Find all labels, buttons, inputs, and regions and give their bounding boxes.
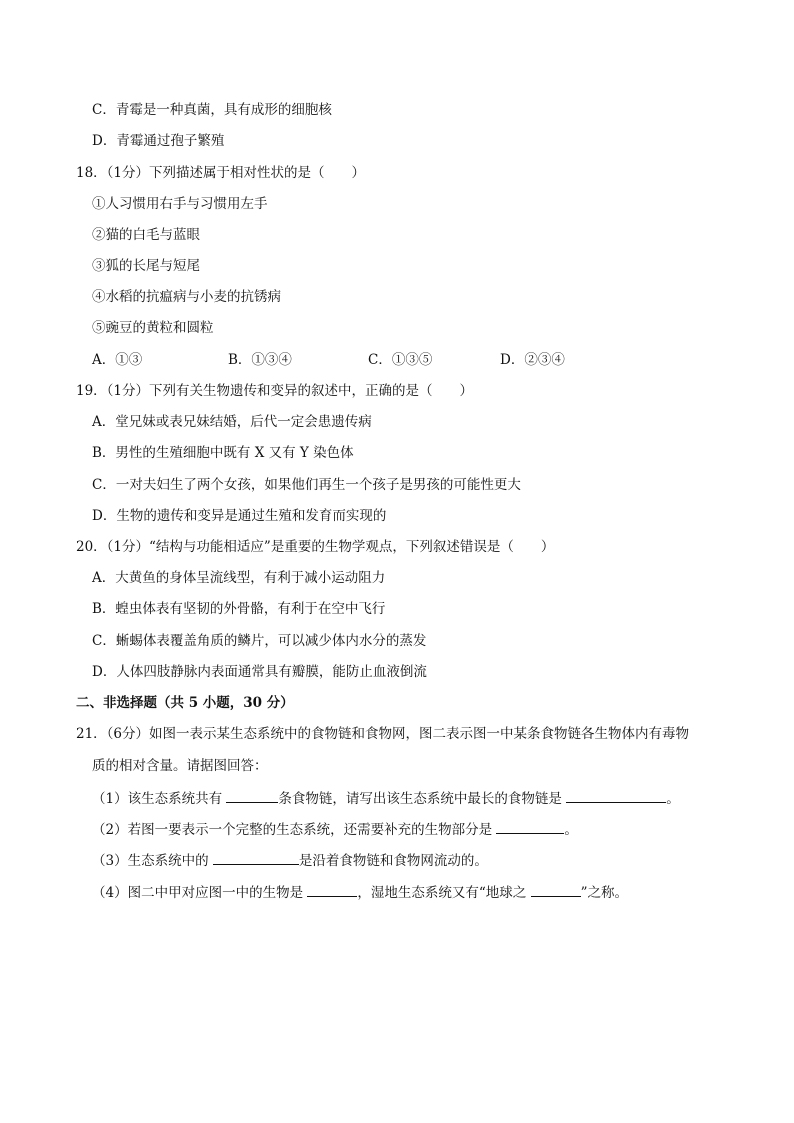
q21-stem-line1: 21．（6分）如图一表示某生态系统中的食物链和食物网，图二表示图一中某条食物链各生物体内有毒物	[76, 726, 690, 742]
q21-part4	[92, 882, 628, 902]
q21-part4-blank-organism[interactable]	[307, 882, 357, 897]
q21-part4-text-b: ，湿地生态系统又有“地球之	[357, 885, 531, 901]
q21-part1	[92, 788, 680, 808]
q17-option-d: D．青霉通过孢子繁殖	[92, 133, 225, 149]
q21-part3-text-a: （3）生态系统中的	[92, 853, 213, 869]
q19-option-d: D．生物的遗传和变异是通过生殖和发育而实现的	[92, 508, 387, 524]
q21-part4-text-a: （4）图二中甲对应图一中的生物是	[92, 885, 308, 901]
q19-stem: 19．（1分）下列有关生物遗传和变异的叙述中，正确的是（ ）	[76, 383, 474, 399]
q21-part4-text-c: ”之称。	[580, 885, 628, 901]
q21-part2-text-b: 。	[564, 822, 578, 838]
q21-part2-text-a: （2）若图一要表示一个完整的生态系统，还需要补充的生物部分是	[92, 822, 497, 838]
q18-item-1: ①人习惯用右手与习惯用左手	[92, 196, 268, 212]
q18-stem: 18．（1分）下列描述属于相对性状的是（ ）	[76, 165, 366, 181]
q20-option-b: B．蝗虫体表有坚韧的外骨骼，有利于在空中飞行	[92, 601, 386, 617]
q21-part3-blank[interactable]	[213, 850, 299, 865]
q21-part1-text-c: 。	[666, 791, 680, 807]
q18-item-2: ②猫的白毛与蓝眼	[92, 227, 200, 243]
q18-item-4: ④水稻的抗瘟病与小麦的抗锈病	[92, 289, 281, 305]
q18-item-3: ③狐的长尾与短尾	[92, 258, 200, 274]
q21-part1-text-b: 条食物链，请写出该生态系统中最长的食物链是	[278, 791, 567, 807]
q20-option-c: C．蜥蜴体表覆盖角质的鳞片，可以减少体内水分的蒸发	[92, 633, 427, 649]
q19-option-c: C．一对夫妇生了两个女孩，如果他们再生一个孩子是男孩的可能性更大	[92, 477, 521, 493]
q21-part3-text-b: 是沿着食物链和食物网流动的。	[298, 853, 488, 869]
q20-stem: 20．（1分）“结构与功能相适应”是重要的生物学观点，下列叙述错误是（ ）	[76, 539, 555, 555]
q17-option-c: C．青霉是一种真菌，具有成形的细胞核	[92, 102, 332, 118]
q20-option-d: D．人体四肢静脉内表面通常具有瓣膜，能防止血液倒流	[92, 664, 427, 680]
q19-option-a: A．堂兄妹或表兄妹结婚，后代一定会患遗传病	[92, 414, 372, 430]
q20-option-a: A．大黄鱼的身体呈流线型，有利于减小运动阻力	[92, 570, 386, 586]
section-heading: 二、非选择题（共 5 小题，30 分）	[76, 695, 294, 711]
q21-part3	[92, 850, 488, 870]
q21-part1-blank-count[interactable]	[226, 788, 278, 803]
q18-option-b: B．①③④	[228, 352, 292, 368]
q21-part1-blank-chain[interactable]	[566, 788, 666, 803]
q21-part2	[92, 819, 578, 839]
q21-part2-blank[interactable]	[496, 819, 564, 834]
q18-option-a: A．①③	[92, 352, 143, 368]
q21-stem-line2: 质的相对含量。请据图回答：	[92, 758, 268, 774]
q18-option-c: C．①③⑤	[368, 352, 433, 368]
q21-part1-text-a: （1）该生态系统共有	[92, 791, 227, 807]
q18-option-d: D．②③④	[500, 352, 565, 368]
q18-item-5: ⑤豌豆的黄粒和圆粒	[92, 320, 214, 336]
q19-option-b: B．男性的生殖细胞中既有 X 又有 Y 染色体	[92, 445, 354, 461]
q21-part4-blank-nickname[interactable]	[531, 882, 581, 897]
